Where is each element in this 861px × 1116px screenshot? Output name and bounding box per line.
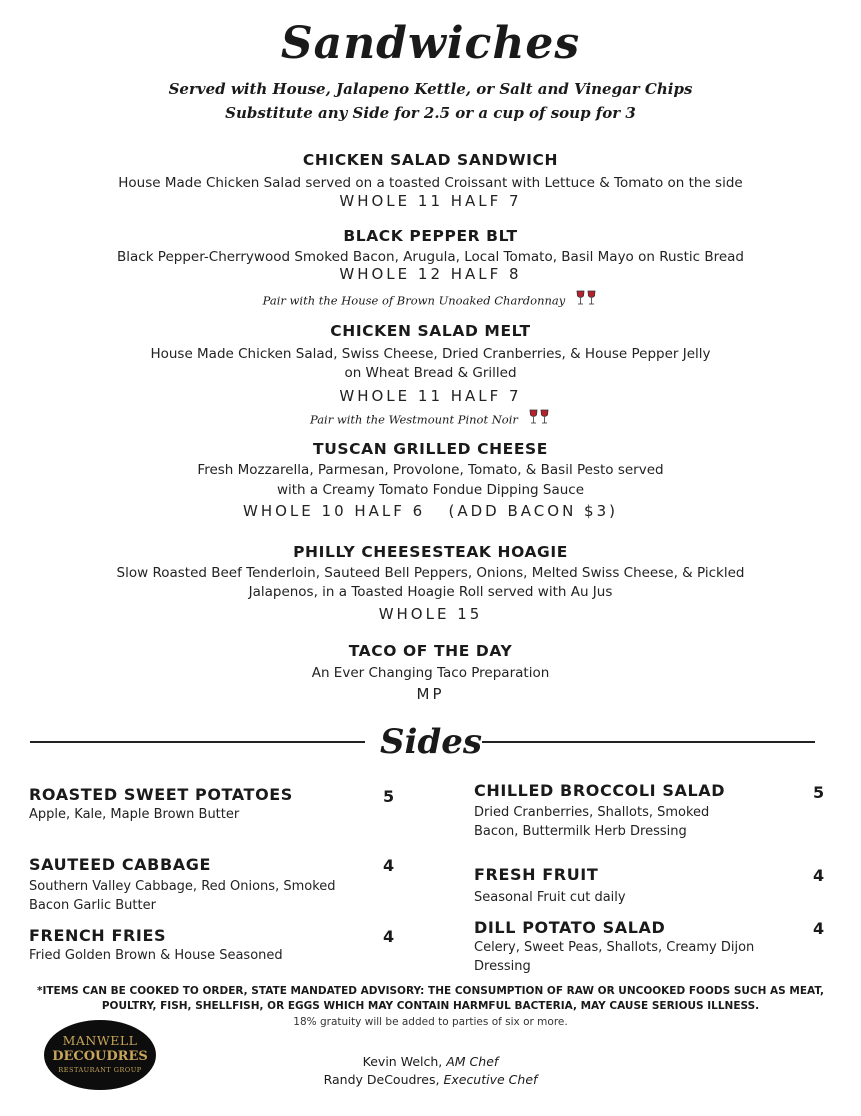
logo-text: MANWELL xyxy=(62,1033,138,1048)
side-name: CHILLED BROCCOLI SALAD xyxy=(474,781,726,800)
side-price: 4 xyxy=(813,919,825,938)
side-price: 5 xyxy=(383,787,395,806)
logo-text: RESTAURANT GROUP xyxy=(58,1066,142,1074)
sandwich-description: on Wheat Bread & Grilled xyxy=(344,365,517,381)
sandwich-description: Jalapenos, in a Toasted Hoagie Roll served with Au Jus xyxy=(248,584,613,600)
side-price: 4 xyxy=(383,927,395,946)
sandwich-description: Slow Roasted Beef Tenderloin, Sauteed Bell Peppers, Onions, Melted Swiss Cheese, & Pickled xyxy=(116,565,745,581)
side-name: SAUTEED CABBAGE xyxy=(29,855,211,874)
side-description: Bacon Garlic Butter xyxy=(29,898,156,913)
sandwich-description: House Made Chicken Salad, Swiss Cheese, Dried Cranberries, & House Pepper Jelly xyxy=(150,346,711,362)
sandwich-name: PHILLY CHEESESTEAK HOAGIE xyxy=(293,543,568,561)
subtitle-substitute: Substitute any Side for 2.5 or a cup of soup for 3 xyxy=(225,104,636,122)
side-description: Dressing xyxy=(474,959,531,974)
sandwich-description: House Made Chicken Salad served on a toasted Croissant with Lettuce & Tomato on the side xyxy=(118,175,743,191)
sandwich-name: CHICKEN SALAD MELT xyxy=(330,322,531,340)
side-price: 4 xyxy=(813,866,825,885)
gratuity-note: 18% gratuity will be added to parties of six or more. xyxy=(293,1016,568,1028)
sandwich-description: Fresh Mozzarella, Parmesan, Provolone, Tomato, & Basil Pesto served xyxy=(197,462,664,478)
wine-pairing-text: Pair with the Westmount Pinot Noir xyxy=(309,412,518,427)
wine-pairing xyxy=(0,408,861,430)
divider-right xyxy=(482,741,815,743)
sandwich-description: Black Pepper-Cherrywood Smoked Bacon, Arugula, Local Tomato, Basil Mayo on Rustic Bread xyxy=(116,249,745,265)
sandwich-price: WHOLE 12 HALF 8 xyxy=(339,265,522,283)
side-description: Apple, Kale, Maple Brown Butter xyxy=(29,807,240,822)
side-description: Celery, Sweet Peas, Shallots, Creamy Dijon xyxy=(474,940,755,955)
side-name: ROASTED SWEET POTATOES xyxy=(29,785,293,804)
wine-pairing xyxy=(0,289,861,311)
side-description: Southern Valley Cabbage, Red Onions, Smoked xyxy=(29,879,336,894)
side-description: Seasonal Fruit cut daily xyxy=(474,890,626,905)
sandwich-price: WHOLE 15 xyxy=(378,605,483,623)
logo-text: DECOUDRES xyxy=(52,1049,148,1064)
subtitle-chips: Served with House, Jalapeno Kettle, or Salt and Vinegar Chips xyxy=(168,80,693,98)
wine-glasses-icon xyxy=(574,289,598,311)
chef-credit xyxy=(0,1071,861,1089)
food-advisory: *ITEMS CAN BE COOKED TO ORDER, STATE MANDATED ADVISORY: THE CONSUMPTION OF RAW OR UNCOOKED FOODS SUCH AS MEAT, xyxy=(37,985,824,997)
sandwich-name: TUSCAN GRILLED CHEESE xyxy=(313,440,548,458)
side-description: Dried Cranberries, Shallots, Smoked xyxy=(474,805,710,820)
side-description: Bacon, Buttermilk Herb Dressing xyxy=(474,824,687,839)
chef-credit xyxy=(0,1053,861,1071)
chef-name: Kevin Welch, xyxy=(362,1054,447,1069)
food-advisory: POULTRY, FISH, SHELLFISH, OR EGGS WHICH MAY CONTAIN HARMFUL BACTERIA, MAY CAUSE SERIOUS ILLNESS. xyxy=(101,1000,760,1012)
divider-left xyxy=(30,741,365,743)
chef-name: Randy DeCoudres, xyxy=(323,1072,444,1087)
sandwich-price: WHOLE 11 HALF 7 xyxy=(339,387,522,405)
side-price: 4 xyxy=(383,856,395,875)
chef-title: Executive Chef xyxy=(443,1072,538,1087)
sandwich-name: TACO OF THE DAY xyxy=(348,642,513,660)
sides-title: Sides xyxy=(380,722,483,762)
side-description: Fried Golden Brown & House Seasoned xyxy=(29,948,283,963)
page-title: Sandwiches xyxy=(280,18,581,69)
wine-glasses-icon xyxy=(527,408,551,430)
sandwich-price: WHOLE 10 HALF 6 (ADD BACON $3) xyxy=(243,502,618,520)
side-price: 5 xyxy=(813,783,825,802)
sandwich-name: BLACK PEPPER BLT xyxy=(343,227,518,245)
wine-pairing-text: Pair with the House of Brown Unoaked Chardonnay xyxy=(262,293,566,308)
side-name: DILL POTATO SALAD xyxy=(474,918,666,937)
chef-title: AM Chef xyxy=(446,1054,499,1069)
side-name: FRENCH FRIES xyxy=(29,926,167,945)
side-name: FRESH FRUIT xyxy=(474,865,599,884)
sandwich-price: WHOLE 11 HALF 7 xyxy=(339,192,522,210)
sandwich-description: An Ever Changing Taco Preparation xyxy=(311,665,550,681)
sandwich-price: MP xyxy=(416,685,445,703)
sandwich-description: with a Creamy Tomato Fondue Dipping Sauce xyxy=(276,482,585,498)
sandwich-name: CHICKEN SALAD SANDWICH xyxy=(302,151,559,169)
